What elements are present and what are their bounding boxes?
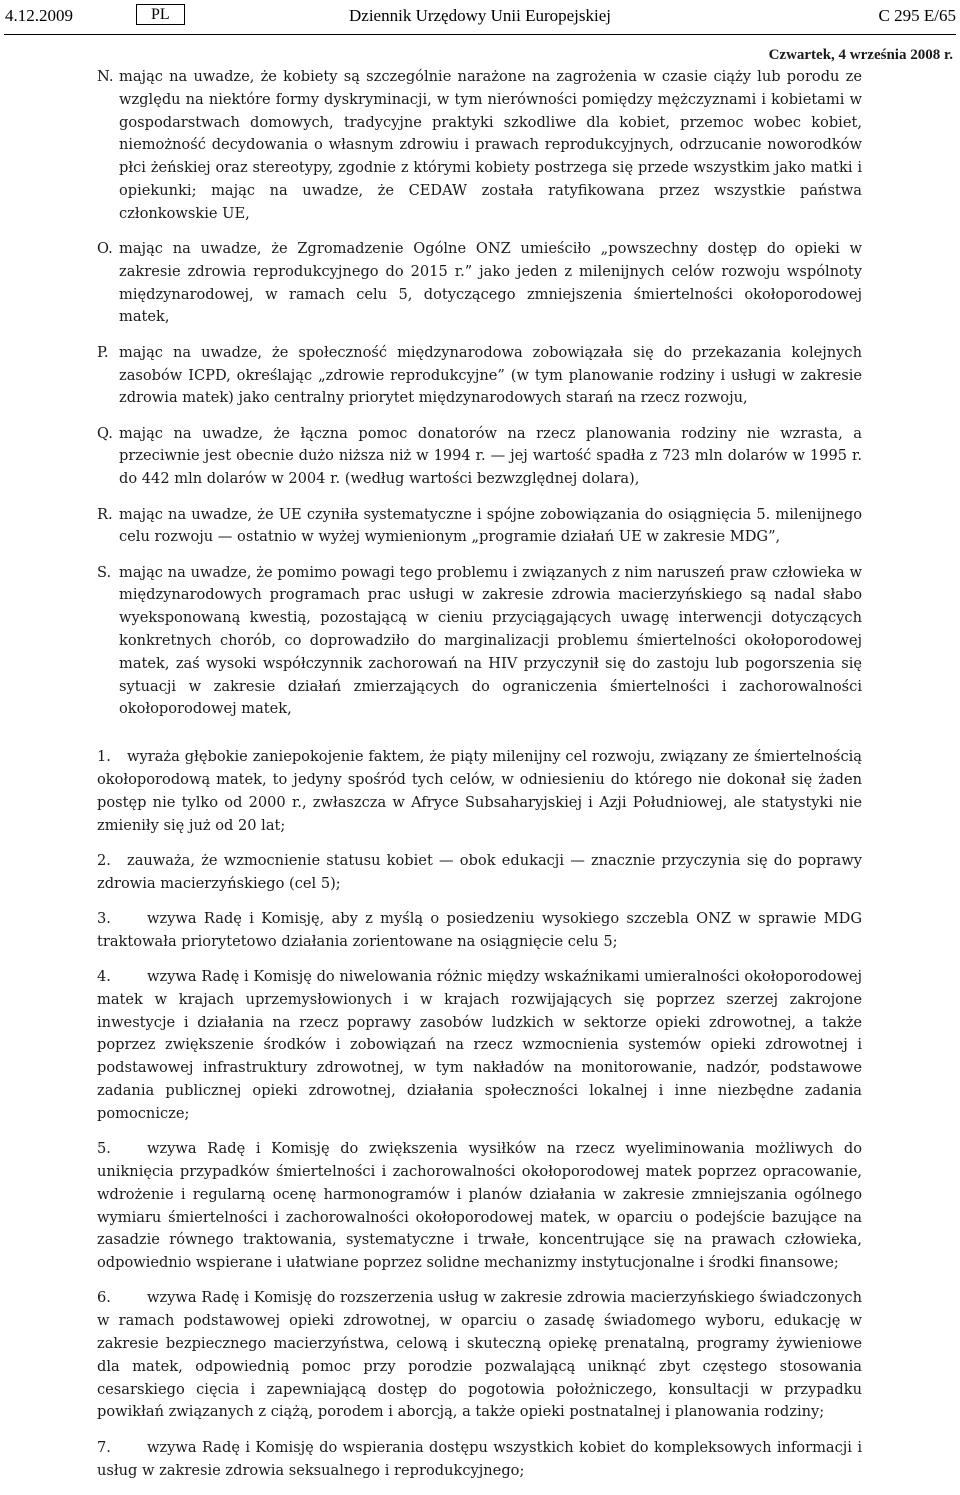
numbered-paragraph	[97, 1138, 862, 1275]
recital-letter: R.	[97, 505, 113, 523]
recital-letter: S.	[97, 563, 112, 581]
header-rule	[4, 34, 956, 35]
paragraph-number: 5.	[97, 1140, 111, 1158]
paragraph-text: wzywa Radę i Komisję, aby z myślą o posiedzeniu wysokiego szczebla ONZ w sprawie MDG traktowała priorytetowo działania zorientowane na osiągnięcie celu 5;	[97, 910, 862, 950]
paragraph-text: wzywa Radę i Komisję do rozszerzenia usług w zakresie zdrowia macierzyńskiego świadczonych w ramach podstawowej opieki zdrowotnej, w oparciu o zasadę świadomego wyboru, edukację w zakresie bezpiecznego macierzyństwa, celową i skuteczną opiekę prenatalną, programy żywieniowe dla matek, odpowiednią pomoc przy porodzie pozwalającą uniknąć zbyt częstego stosowania cesarskiego cięcia i zapewniającą dostęp do pogotowia położniczego, konsultacji w przypadku powikłań związanych z ciążą, porodem i aborcją, a także opieki postnatalnej i planowania rodziny;	[97, 1289, 862, 1421]
recital-text: mając na uwadze, że łączna pomoc donatorów na rzecz planowania rodziny nie wzrasta, a przeciwnie jest obecnie dużo niższa niż w 1994 r. — jej wartość spadła z 723 mln dolarów w 1995 r. do 442 mln dolarów w 2004 r. (według wartości bezwzględnej dolara),	[119, 424, 862, 488]
recital-letter: Q.	[97, 424, 113, 442]
language-code-box: PL	[136, 4, 185, 25]
recital	[97, 238, 862, 329]
recital	[97, 423, 862, 491]
numbered-paragraph	[97, 908, 862, 954]
recital	[97, 504, 862, 550]
recital-text: mając na uwadze, że kobiety są szczególnie narażone na zagrożenia w czasie ciąży lub porodu ze względu na niektóre formy dyskryminacji, w tym nierówności pomiędzy mężczyznami i kobietami w gospodarstwach domowych, tradycyjne praktyki szkodliwe dla kobiet, przemoc wobec kobiet, niemożność decydowania o własnym zdrowiu i prawach reprodukcyjnych, odrzucanie noworodków płci żeńskiej oraz stereotypy, zgodnie z którymi kobiety postrzega się przede wszystkim jako matki i opiekunki; mając na uwadze, że CEDAW została ratyfikowana przez wszystkie państwa członkowskie UE,	[119, 68, 862, 222]
document-body	[97, 66, 862, 1495]
paragraph-number: 4.	[97, 968, 111, 986]
paragraph-text: wyraża głębokie zaniepokojenie faktem, że piąty milenijny cel rozwoju, związany ze śmiertelnością okołoporodową matek, to jedyny spośród tych celów, w odniesieniu do którego nie dokonał się żaden postęp nie tylko od 2000 r., zwłaszcza w Afryce Subsaharyjskiej i Azji Południowej, ale statystyki nie zmieniły się już od 20 lat;	[97, 748, 862, 834]
paragraph-text: wzywa Radę i Komisję do zwiększenia wysiłków na rzecz wyeliminowania możliwych do uniknięcia przypadków śmiertelności i zachorowalności okołoporodowej matek poprzez opracowanie, wdrożenie i regularną ocenę harmonogramów i planów działania w zakresie zmniejszania ogólnego wymiaru śmiertelności i zachorowalności okołoporodowej matek, w oparciu o podejście bazujące na zasadzie równego traktowania, systematyczne i trwałe, koncentrujące się na prawach człowieka, odpowiednio wspierane i ułatwiane poprzez solidne mechanizmy instytucjonalne i środki finansowe;	[97, 1140, 862, 1272]
session-date: Czwartek, 4 września 2008 r.	[768, 47, 953, 63]
paragraph-text: zauważa, że wzmocnienie statusu kobiet — obok edukacji — znacznie przyczynia się do poprawy zdrowia macierzyńskiego (cel 5);	[97, 851, 862, 892]
recital-text: mając na uwadze, że Zgromadzenie Ogólne ONZ umieściło „powszechny dostęp do opieki w zakresie zdrowia reprodukcyjnego do 2015 r.” jako jeden z milenijnych celów rozwoju wspólnoty międzynarodowej, w ramach celu 5, dotyczącego zmniejszenia śmiertelności okołoporodowej matek,	[119, 240, 862, 326]
numbered-paragraph	[97, 850, 862, 896]
numbered-paragraph	[97, 1437, 862, 1483]
paragraph-number: 3.	[97, 910, 111, 927]
numbered-paragraph	[97, 1287, 862, 1424]
recital-letter: O.	[97, 240, 113, 258]
paragraph-number: 2.	[97, 851, 111, 869]
journal-title: Dziennik Urzędowy Unii Europejskiej	[349, 6, 612, 25]
recital	[97, 66, 862, 226]
recital-letter: N.	[97, 68, 114, 85]
paragraph-text: wzywa Radę i Komisję do niwelowania różnic między wskaźnikami umieralności okołoporodowej matek w krajach uprzemysłowionych i w krajach rozwijających się poprzez szerzej zakrojone inwestycje i działania na rzecz poprawy zasobów ludzkich w sektorze opieki zdrowotnej, a także poprzez zwiększenie środków i zobowiązań na rzecz wzmocnienia systemów opieki zdrowotnej i podstawowej infrastruktury zdrowotnej, w tym nakładów na monitorowanie, nadzór, podstawowe zadania publicznej opieki zdrowotnej, działania społeczności lokalnej i inne niezbędne zadania pomocnicze;	[97, 968, 862, 1122]
recital	[97, 342, 862, 410]
paragraph-number: 7.	[97, 1438, 111, 1456]
recital-text: mając na uwadze, że społeczność międzynarodowa zobowiązała się do przekazania kolejnych zasobów ICPD, określając „zdrowie reprodukcyjne” (w tym planowanie rodziny i usługi w zakresie zdrowia matek) jako centralny priorytet międzynarodowych starań na rzecz rozwoju,	[119, 343, 862, 407]
page-reference: C 295 E/65	[878, 6, 956, 25]
recital-letter: P.	[97, 343, 109, 361]
page-header	[0, 4, 960, 30]
numbered-paragraph	[97, 966, 862, 1126]
numbered-paragraph	[97, 746, 862, 837]
paragraph-text: wzywa Radę i Komisję do wspierania dostępu wszystkich kobiet do kompleksowych informacji i usług w zakresie zdrowia seksualnego i reprodukcyjnego;	[97, 1438, 862, 1479]
paragraph-number: 6.	[97, 1289, 111, 1307]
publication-date: 4.12.2009	[5, 6, 73, 25]
recital	[97, 562, 862, 722]
recital-text: mając na uwadze, że pomimo powagi tego problemu i związanych z nim naruszeń praw człowieka w międzynarodowych programach prac usługi w zakresie zdrowia macierzyńskiego są nadal słabo wyeksponowaną kwestią, pozostającą w cieniu przyciągających uwagę interwencji dotyczących konkretnych chorób, co doprowadziło do marginalizacji problemu śmiertelności okołoporodowej matek, zaś wysoki współczynnik zachorowań na HIV przyczynił się do zastoju lub pogorszenia się sytuacji w zakresie działań zmierzających do ograniczenia śmiertelności i zachorowalności okołoporodowej matek,	[119, 563, 862, 718]
paragraph-number: 1.	[97, 748, 111, 766]
recital-text: mając na uwadze, że UE czyniła systematyczne i spójne zobowiązania do osiągnięcia 5. milenijnego celu rozwoju — ostatnio w wyżej wymienionym „programie działań UE w zakresie MDG”,	[119, 505, 862, 546]
